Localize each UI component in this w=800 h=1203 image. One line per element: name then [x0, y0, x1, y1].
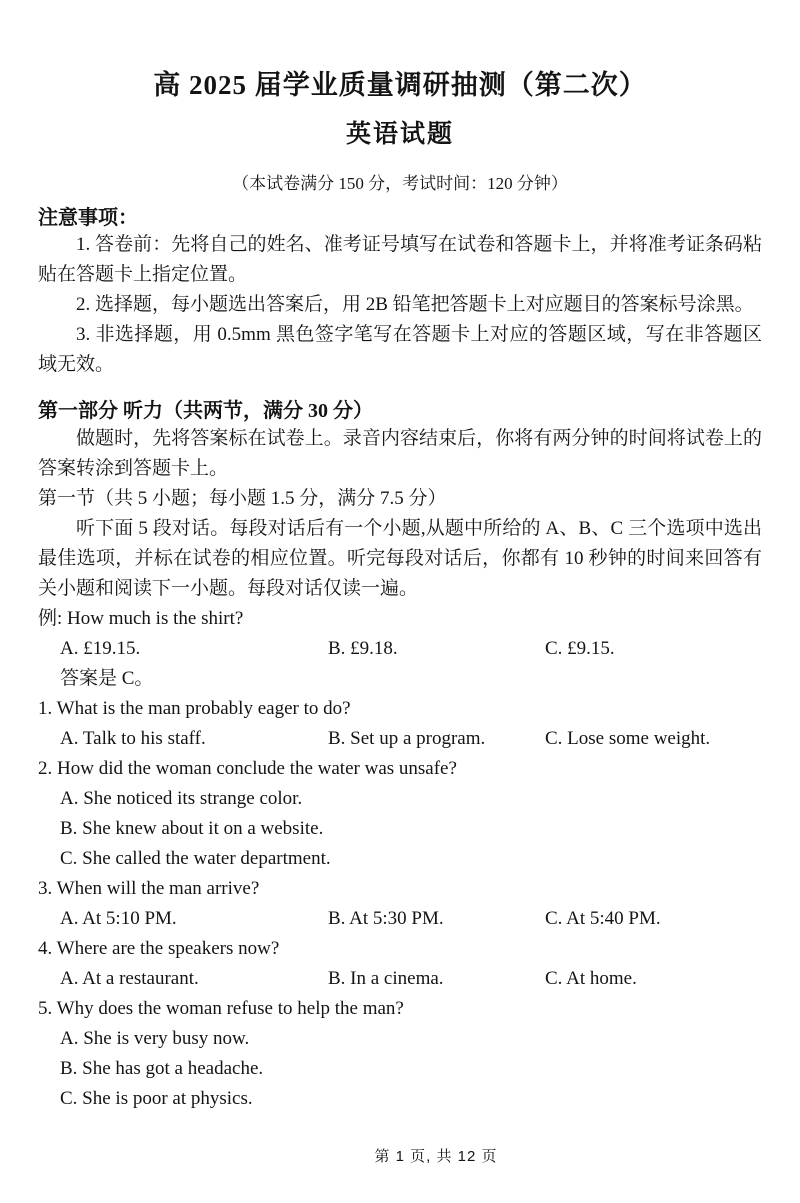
question-1-line [38, 694, 762, 724]
question-5-line [38, 994, 762, 1024]
question-4-text: Where are the speakers now? [56, 938, 280, 959]
question-2-text: How did the woman conclude the water was unsafe? [57, 758, 457, 779]
question-3-text: When will the man arrive? [56, 878, 260, 899]
notice-item-2: 2. 选择题，每小题选出答案后，用 2B 铅笔把答题卡上对应题目的答案标号涂黑。 [76, 294, 754, 315]
question-1-options [60, 724, 762, 754]
question-3-number: 3. [38, 878, 53, 899]
question-3-options [60, 904, 762, 934]
notice-item-3: 3. 非选择题，用 0.5mm 黑色签字笔写在答题卡上对应的答题区域，写在非答题区域无效。 [38, 324, 762, 375]
question-5-option-b: B. She has got a headache. [60, 1058, 264, 1079]
question-4-line [38, 934, 762, 964]
example-answer: 答案是 C。 [60, 668, 154, 689]
question-5-number: 5. [38, 998, 53, 1019]
question-2 [38, 754, 762, 874]
section1-intro: 听下面 5 段对话。每段对话后有一个小题,从题中所给的 A、B、C 三个选项中选出最佳选项，并标在试卷的相应位置。听完每段对话后，你都有 10 秒钟的时间来回答有关小题和阅读下一小题。每段对话仅读一遍。 [38, 518, 762, 599]
example-options [60, 634, 762, 664]
question-2-line [38, 754, 762, 784]
question-1 [38, 694, 762, 754]
question-1-option-b: B. Set up a program. [328, 728, 486, 749]
question-2-number: 2. [38, 758, 53, 779]
paper-info: （本试卷满分 150 分，考试时间：120 分钟） [232, 174, 568, 193]
question-5-option-c: C. She is poor at physics. [60, 1088, 253, 1109]
page-subtitle: 英语试题 [345, 121, 454, 148]
page-title: 高 2025 届学业质量调研抽测（第二次） [153, 70, 647, 100]
example-option-a: A. £19.15. [60, 638, 141, 659]
question-1-text: What is the man probably eager to do? [56, 698, 351, 719]
question-3-line [38, 874, 762, 904]
question-4-option-a: A. At a restaurant. [60, 968, 199, 989]
question-2-option-c: C. She called the water department. [60, 848, 331, 869]
part1-heading: 第一部分 听力（共两节，满分 30 分） [38, 400, 373, 422]
example-block [38, 604, 762, 694]
question-1-number: 1. [38, 698, 53, 719]
page-number-indicator: 第 1 页, 共 12 页 [374, 1148, 498, 1165]
question-4 [38, 934, 762, 994]
question-3-option-a: A. At 5:10 PM. [60, 908, 177, 929]
notice-item-1: 1. 答卷前：先将自己的姓名、准考证号填写在试卷和答题卡上，并将准考证条码粘贴在答题卡上指定位置。 [38, 234, 762, 285]
question-5 [38, 994, 762, 1114]
question-4-option-c: C. At home. [545, 968, 637, 989]
question-5-option-a: A. She is very busy now. [60, 1028, 250, 1049]
question-4-option-b: B. In a cinema. [328, 968, 444, 989]
question-3 [38, 874, 762, 934]
question-4-number: 4. [38, 938, 53, 959]
question-2-option-b: B. She knew about it on a website. [60, 818, 324, 839]
notice-heading: 注意事项： [38, 207, 138, 229]
question-1-option-c: C. Lose some weight. [545, 728, 711, 749]
question-3-option-c: C. At 5:40 PM. [545, 908, 661, 929]
example-question: 例: How much is the shirt? [38, 608, 244, 629]
part1-intro: 做题时，先将答案标在试卷上。录音内容结束后，你将有两分钟的时间将试卷上的答案转涂到答题卡上。 [38, 428, 762, 479]
question-5-text: Why does the woman refuse to help the man? [56, 998, 404, 1019]
section1-heading: 第一节（共 5 小题；每小题 1.5 分，满分 7.5 分） [38, 488, 447, 509]
example-option-c: C. £9.15. [545, 638, 615, 659]
question-1-option-a: A. Talk to his staff. [60, 728, 206, 749]
example-option-b: B. £9.18. [328, 638, 398, 659]
question-3-option-b: B. At 5:30 PM. [328, 908, 444, 929]
question-4-options [60, 964, 762, 994]
question-2-option-a: A. She noticed its strange color. [60, 788, 303, 809]
